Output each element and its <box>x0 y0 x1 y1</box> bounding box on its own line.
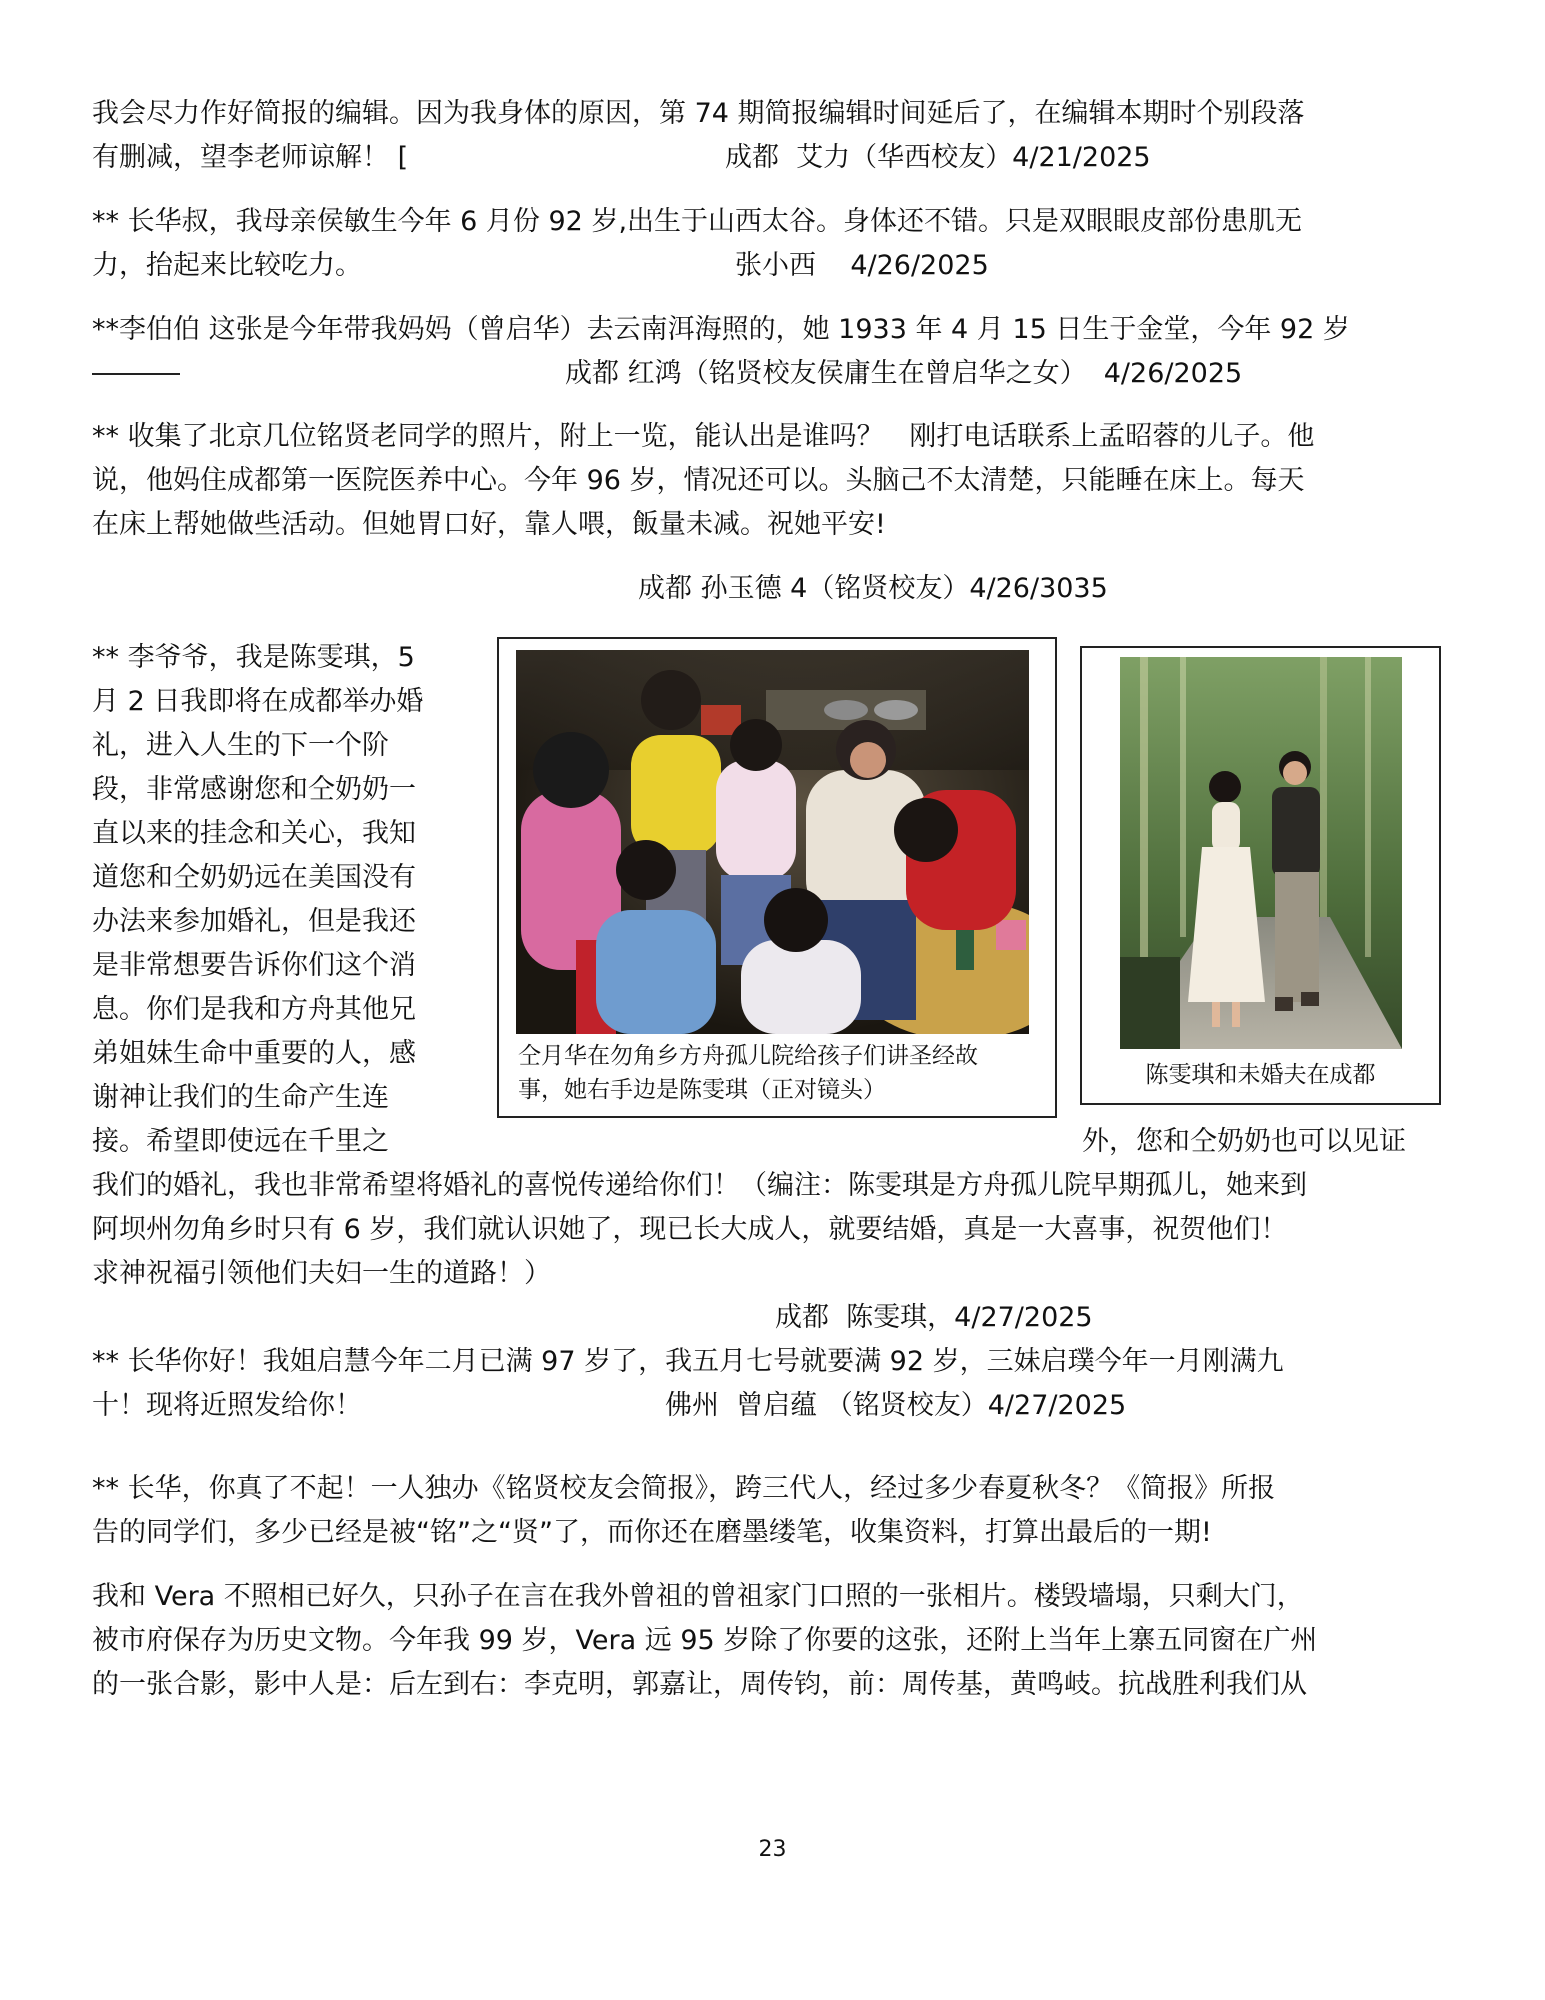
para5-col-line: 接。希望即使远在千里之 <box>92 1126 389 1157</box>
page-number: 23 <box>758 1837 787 1862</box>
para4-line2: 说，他妈住成都第一医院医养中心。今年 96 岁，情况还可以。头脑己不太清楚，只能睡在床上。每天 <box>92 465 1305 496</box>
para5-col-line: 礼，进入人生的下一个阶 <box>92 730 389 761</box>
para1-signature: 成都 艾力（华西校友）4/21/2025 <box>725 142 1151 173</box>
para7-line1: ** 长华，你真了不起！一人独办《铭贤校友会简报》，跨三代人，经过多少春夏秋冬？《简报》所报 <box>92 1473 1276 1504</box>
para5-line-b: 阿坝州勿角乡时只有 6 岁，我们就认识她了，现已长大成人，就要结婚，真是一大喜事，祝贺他们！ <box>92 1214 1288 1245</box>
para4-line1: ** 收集了北京几位铭贤老同学的照片，附上一览，能认出是谁吗？ 刚打电话联系上孟昭蓉的儿子。他 <box>92 421 1315 452</box>
para5-col-line: 息。你们是我和方舟其他兄 <box>92 994 416 1025</box>
couple-photo <box>1120 657 1402 1049</box>
photo1-caption-line1: 仝月华在勿角乡方舟孤儿院给孩子们讲圣经故 <box>518 1043 978 1069</box>
para5-col-line: 是非常想要告诉你们这个消 <box>92 950 416 981</box>
para8-line3: 的一张合影，影中人是：后左到右：李克明，郭嘉让，周传钧，前：周传基，黄鸣岐。抗战胜利我们从 <box>92 1669 1307 1700</box>
para6-signature: 佛州 曾启蕴 （铭贤校友）4/27/2025 <box>665 1390 1127 1421</box>
photo1-caption-line2: 事，她右手边是陈雯琪（正对镜头） <box>518 1077 886 1103</box>
para5-col-line: 直以来的挂念和关心，我知 <box>92 818 416 849</box>
para1-line2: 有删减，望李老师谅解！ [ <box>92 142 409 173</box>
para2-signature: 张小西 4/26/2025 <box>735 250 989 281</box>
orphanage-photo <box>516 650 1029 1034</box>
para8-line2: 被市府保存为历史文物。今年我 99 岁，Vera 远 95 岁除了你要的这张，还附上当年上寨五同窗在广州 <box>92 1625 1318 1656</box>
para6-line1: ** 长华你好！我姐启慧今年二月已满 97 岁了，我五月七号就要满 92 岁，三妹启璞今年一月刚满九 <box>92 1346 1284 1377</box>
para5-col-line: 弟姐妹生命中重要的人，感 <box>92 1038 416 1069</box>
para6-line2: 十！现将近照发给你！ <box>92 1390 362 1421</box>
para7-line2: 告的同学们，多少已经是被“铭”之“贤”了，而你还在磨墨缕笔，收集资料，打算出最后的一期! <box>92 1517 1212 1548</box>
para5-col-line: ** 李爷爷，我是陈雯琪，5 <box>92 642 415 673</box>
dash-rule <box>92 373 180 375</box>
para5-line-c: 求神祝福引领他们夫妇一生的道路！） <box>92 1258 551 1289</box>
para5-col-line: 月 2 日我即将在成都举办婚 <box>92 686 424 717</box>
para5-col-line: 谢神让我们的生命产生连 <box>92 1082 389 1113</box>
para5-col-line: 道您和仝奶奶远在美国没有 <box>92 862 416 893</box>
para1-line1: 我会尽力作好简报的编辑。因为我身体的原因，第 74 期简报编辑时间延后了，在编辑本期时个别段落 <box>92 98 1305 129</box>
para8-line1: 我和 Vera 不照相已好久，只孙子在言在我外曾祖的曾祖家门口照的一张相片。楼毁墙塌，只剩大门， <box>92 1581 1304 1612</box>
para5-tail-right: 外，您和仝奶奶也可以见证 <box>1082 1126 1406 1157</box>
para4-signature: 成都 孙玉德 4（铭贤校友）4/26/3035 <box>638 573 1108 604</box>
photo-frame-couple <box>1080 646 1441 1105</box>
para5-col-line: 段，非常感谢您和仝奶奶一 <box>92 774 416 805</box>
para3-signature: 成都 红鸿（铭贤校友侯庸生在曾启华之女） 4/26/2025 <box>565 358 1243 389</box>
photo-frame-orphanage <box>497 637 1057 1118</box>
para5-col-line: 办法来参加婚礼，但是我还 <box>92 906 416 937</box>
para3-line1: **李伯伯 这张是今年带我妈妈（曾启华）去云南洱海照的，她 1933 年 4 月 15 日生于金堂，今年 92 岁 <box>92 314 1350 345</box>
para5-line-a: 我们的婚礼，我也非常希望将婚礼的喜悦传递给你们！（编注：陈雯琪是方舟孤儿院早期孤儿，她来到 <box>92 1170 1307 1201</box>
para2-line2: 力，抬起来比较吃力。 <box>92 250 362 281</box>
para2-line1: ** 长华叔，我母亲侯敏生今年 6 月份 92 岁,出生于山西太谷。身体还不错。只是双眼眼皮部份患肌无 <box>92 206 1303 237</box>
para4-line3: 在床上帮她做些活动。但她胃口好，靠人喂，飯量未减。祝她平安! <box>92 509 886 540</box>
para5-signature: 成都 陈雯琪，4/27/2025 <box>775 1302 1093 1333</box>
photo2-caption: 陈雯琪和未婚夫在成都 <box>1145 1062 1376 1088</box>
